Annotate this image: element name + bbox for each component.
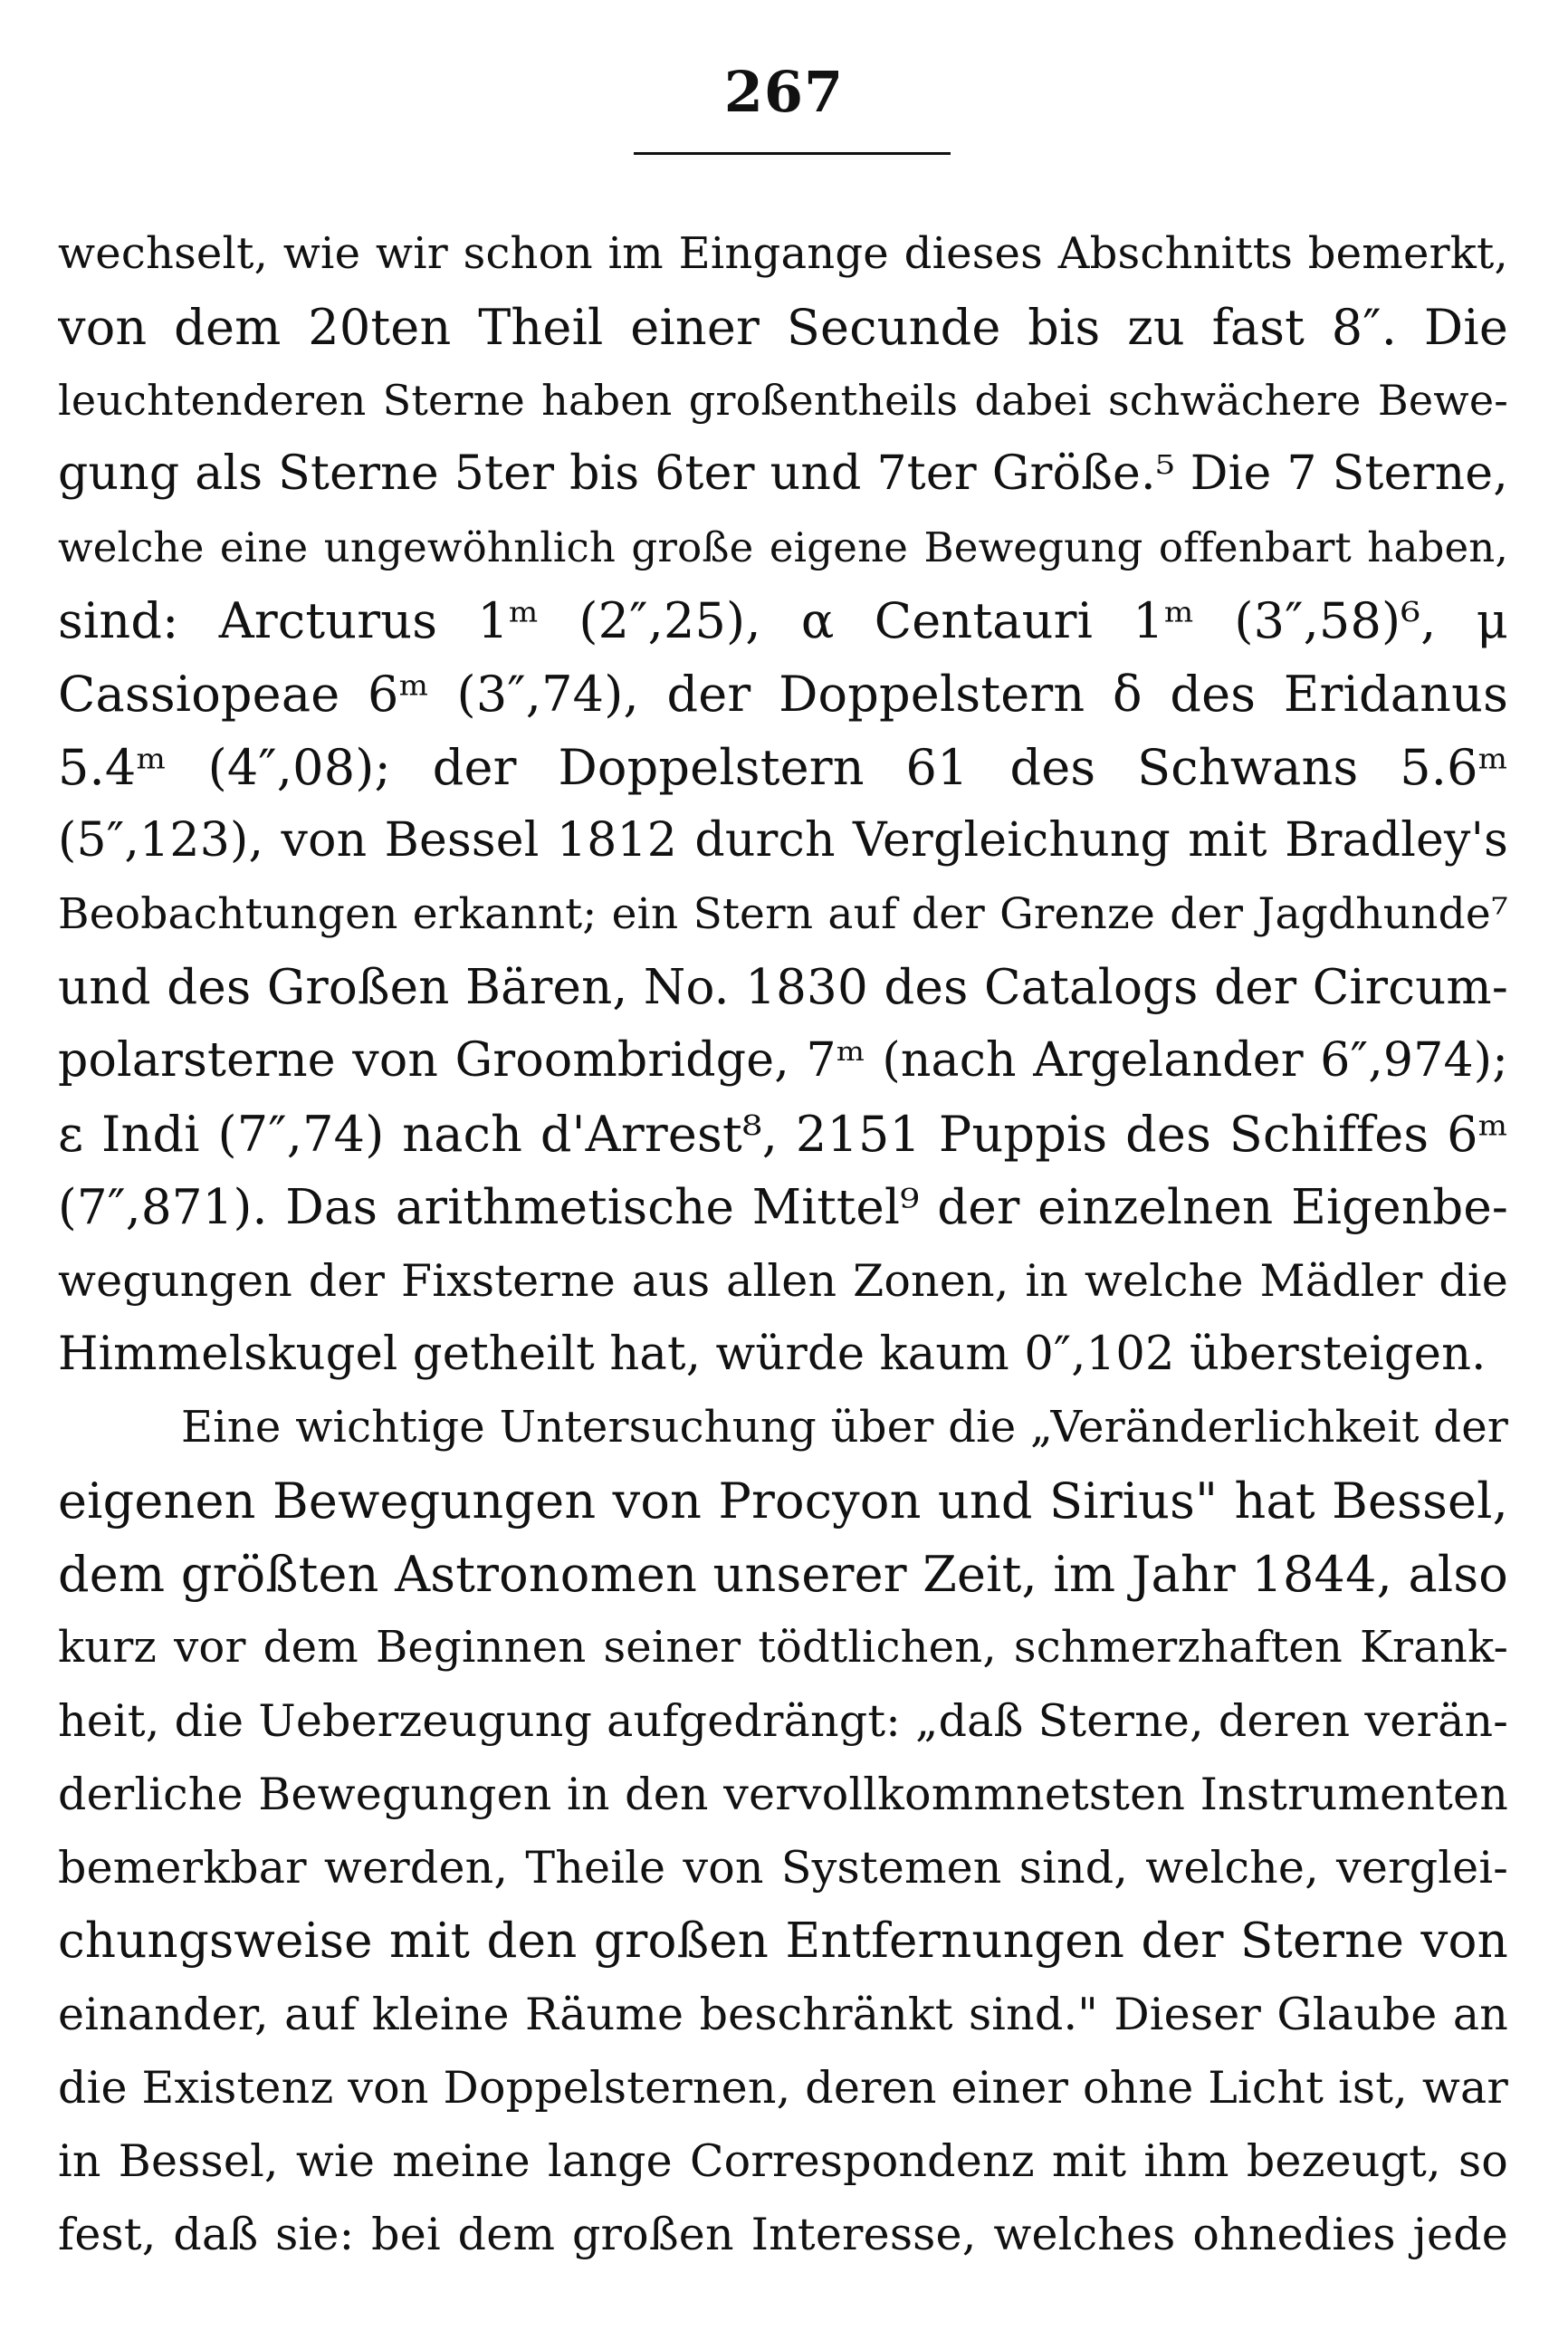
text-line: leuchtenderen Sterne haben großentheils dabei schwächere Bewe- bbox=[58, 376, 1508, 425]
text-line: chungsweise mit den großen Entfernungen der Sterne von bbox=[58, 1913, 1508, 1969]
text-line: 5.4ᵐ (4″,08); der Doppelstern 61 des Schwans 5.6ᵐ bbox=[58, 739, 1508, 796]
body-text bbox=[58, 217, 1508, 2271]
text-line: dem größten Astronomen unserer Zeit, im Jahr 1844, also bbox=[58, 1546, 1508, 1603]
text-line: ε Indi (7″,74) nach d'Arrest⁸, 2151 Puppis des Schiffes 6ᵐ bbox=[58, 1106, 1508, 1163]
text-line: heit, die Ueberzeugung aufgedrängt: „daß Sterne, deren verän- bbox=[58, 1695, 1508, 1747]
text-line: kurz vor dem Beginnen seiner tödtlichen, schmerzhaften Krank- bbox=[58, 1622, 1508, 1673]
text-line: Cassiopeae 6ᵐ (3″,74), der Doppelstern δ des Eridanus bbox=[58, 666, 1508, 723]
text-line: wegungen der Fixsterne aus allen Zonen, in welche Mädler die bbox=[58, 1255, 1508, 1307]
text-line: (7″,871). Das arithmetische Mittel⁹ der einzelnen Eigenbe- bbox=[58, 1180, 1508, 1235]
text-line: einander, auf kleine Räume beschränkt sind." Dieser Glaube an bbox=[58, 1989, 1508, 2040]
text-line: von dem 20ten Theil einer Secunde bis zu fast 8″. Die bbox=[58, 299, 1508, 356]
text-line: derliche Bewegungen in den vervollkommnetsten Instrumenten bbox=[58, 1769, 1508, 1820]
paragraph-start-line: Eine wichtige Untersuchung über die „Veränderlichkeit der bbox=[181, 1402, 1508, 1453]
text-line: Beobachtungen erkannt; ein Stern auf der Grenze der Jagdhunde⁷ bbox=[58, 889, 1508, 939]
text-line: fest, daß sie: bei dem großen Interesse, welches ohnedies jede bbox=[58, 2209, 1508, 2260]
text-line: (5″,123), von Bessel 1812 durch Vergleichung mit Bradley's bbox=[58, 813, 1508, 868]
text-line: die Existenz von Doppelsternen, deren einer ohne Licht ist, war bbox=[58, 2062, 1508, 2114]
text-line: eigenen Bewegungen von Procyon und Sirius" hat Bessel, bbox=[58, 1472, 1508, 1530]
header-rule bbox=[634, 152, 951, 155]
text-line: welche eine ungewöhnlich große eigene Bewegung offenbart haben, bbox=[58, 523, 1508, 571]
text-line: gung als Sterne 5ter bis 6ter und 7ter Größe.⁵ Die 7 Sterne, bbox=[58, 446, 1508, 501]
text-line: polarsterne von Groombridge, 7ᵐ (nach Argelander 6″,974); bbox=[58, 1033, 1508, 1088]
text-line: sind: Arcturus 1ᵐ (2″,25), α Centauri 1ᵐ (3″,58)⁶, μ bbox=[58, 592, 1508, 649]
page-number: 267 bbox=[723, 59, 845, 125]
text-line: in Bessel, wie meine lange Correspondenz mit ihm bezeugt, so bbox=[58, 2135, 1508, 2187]
text-line: und des Großen Bären, No. 1830 des Catalogs der Circum- bbox=[58, 960, 1508, 1015]
paragraph-end-line: Himmelskugel getheilt hat, würde kaum 0″,102 übersteigen. bbox=[58, 1328, 1487, 1381]
text-line: wechselt, wie wir schon im Eingange dieses Abschnitts bemerkt, bbox=[58, 228, 1508, 279]
text-line: bemerkbar werden, Theile von Systemen sind, welche, verglei- bbox=[58, 1842, 1508, 1894]
